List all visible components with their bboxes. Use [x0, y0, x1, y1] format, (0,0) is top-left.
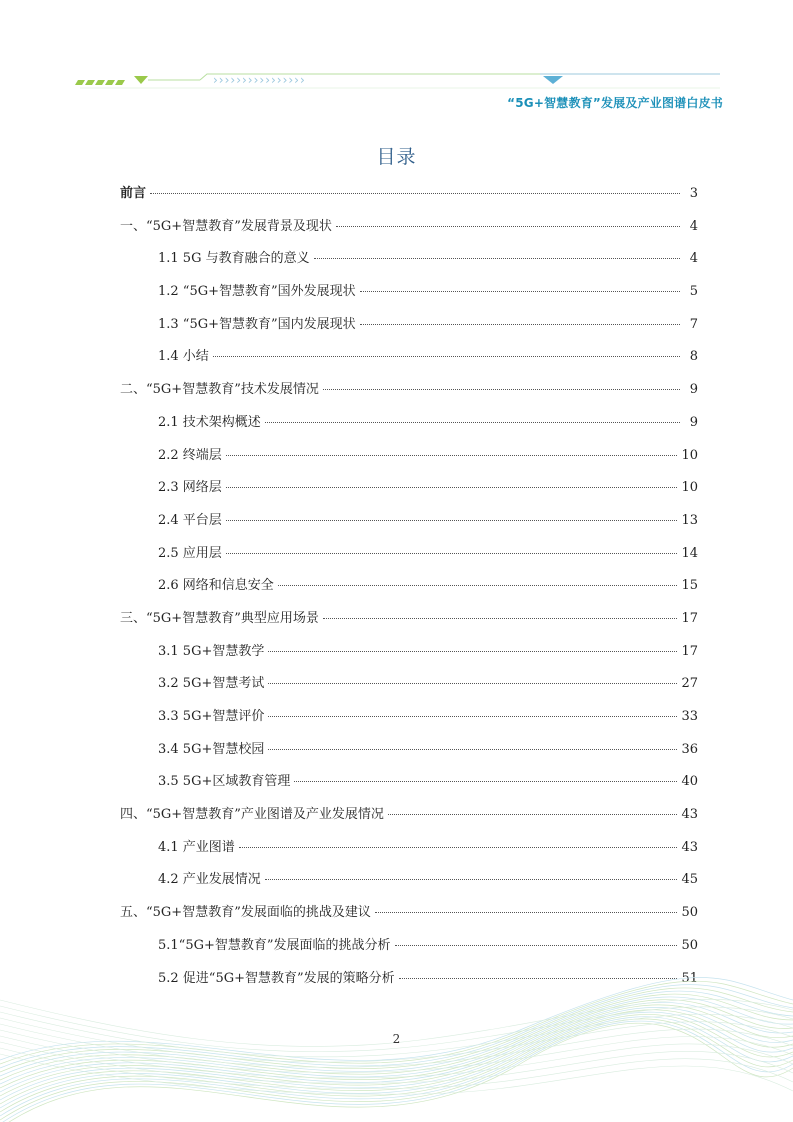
- toc-entry[interactable]: [120, 836, 698, 869]
- green-slash-marks: [75, 80, 125, 85]
- toc-entry-label: 3.3 5G+智慧评价: [158, 709, 265, 724]
- toc-entry[interactable]: [120, 574, 698, 607]
- toc-leader-dots: [323, 618, 678, 619]
- toc-entry-label: 4.2 产业发展情况: [158, 872, 261, 888]
- toc-entry-page: 27: [681, 676, 698, 692]
- toc-entry-label: 2.6 网络和信息安全: [158, 578, 274, 594]
- header-title: “5G+智慧教育”发展及产业图谱白皮书: [507, 96, 723, 110]
- toc-entry-label: 2.4 平台层: [158, 512, 222, 528]
- toc-leader-dots: [278, 585, 678, 586]
- toc-entry-page: 45: [681, 872, 698, 888]
- toc-entry-label: 2.3 网络层: [158, 480, 222, 496]
- green-triangle-marker: [134, 76, 148, 84]
- toc-entry-page: 51: [681, 970, 698, 986]
- toc-entry-page: 17: [681, 643, 698, 659]
- toc-entry-label: 五、“5G+智慧教育”发展面临的挑战及建议: [120, 905, 371, 921]
- toc-leader-dots: [226, 487, 678, 488]
- toc-entry-page: 14: [681, 545, 698, 561]
- toc-entry-page: 10: [681, 447, 698, 463]
- toc-entry[interactable]: [120, 444, 698, 477]
- toc-entry-label: 1.3 “5G+智慧教育”国内发展现状: [158, 316, 356, 332]
- toc-entry[interactable]: [120, 672, 698, 705]
- toc-leader-dots: [268, 683, 677, 684]
- toc-entry-page: 40: [681, 774, 698, 790]
- toc-entry-label: 5.1“5G+智慧教育”发展面临的挑战分析: [158, 937, 391, 953]
- toc-entry-label: 一、“5G+智慧教育”发展背景及现状: [120, 218, 332, 234]
- toc-entry[interactable]: [120, 247, 698, 280]
- toc-entry[interactable]: [120, 705, 698, 738]
- toc-entry-page: 36: [681, 741, 698, 757]
- toc-entry-label: 3.5 5G+区域教育管理: [158, 774, 291, 790]
- toc-entry-page: 4: [689, 251, 698, 267]
- toc-leader-dots: [213, 356, 680, 357]
- toc-entry[interactable]: [120, 215, 698, 248]
- toc-entry-page: 17: [681, 610, 698, 626]
- toc-leader-dots: [360, 291, 680, 292]
- toc-entry[interactable]: [120, 345, 698, 378]
- toc-leader-dots: [323, 389, 680, 390]
- toc-entry-label: 1.1 5G 与教育融合的意义: [158, 251, 310, 267]
- toc-leader-dots: [150, 193, 680, 194]
- toc-leader-dots: [226, 455, 678, 456]
- toc-entry-page: 10: [681, 480, 698, 496]
- toc-entry[interactable]: [120, 411, 698, 444]
- toc-entry-label: 前言: [120, 186, 147, 201]
- toc-entry[interactable]: [120, 607, 698, 640]
- toc-entry-page: 8: [689, 349, 698, 365]
- blue-triangle-marker: [543, 76, 563, 84]
- toc-entry-page: 13: [681, 512, 698, 528]
- toc-leader-dots: [226, 520, 678, 521]
- toc-entry-label: 1.2 “5G+智慧教育”国外发展现状: [158, 284, 356, 300]
- toc-entry[interactable]: [120, 901, 698, 934]
- toc-entry[interactable]: [120, 280, 698, 313]
- wave-line: [0, 1002, 793, 1092]
- toc-entry[interactable]: [120, 803, 698, 836]
- toc-leader-dots: [268, 749, 677, 750]
- chevron-arrows: ››››››››››››››››: [213, 73, 306, 87]
- toc-entry[interactable]: [120, 476, 698, 509]
- toc-entry[interactable]: [120, 542, 698, 575]
- wave-line: [0, 978, 793, 1061]
- toc-entry-page: 3: [689, 186, 698, 201]
- toc-entry-label: 2.5 应用层: [158, 545, 222, 561]
- toc-entry[interactable]: [120, 378, 698, 411]
- toc-entry[interactable]: [120, 313, 698, 346]
- wave-line: [0, 1007, 793, 1100]
- wave-line: [0, 1010, 793, 1104]
- toc-entry[interactable]: [120, 868, 698, 901]
- toc-leader-dots: [314, 258, 680, 259]
- toc-leader-dots: [265, 422, 680, 423]
- toc-entry-label: 1.4 小结: [158, 349, 209, 365]
- toc-entry-label: 4.1 产业图谱: [158, 839, 235, 855]
- toc-title: 目录: [376, 146, 417, 168]
- header-decoration: [0, 0, 793, 100]
- toc-entry-page: 9: [689, 382, 698, 398]
- toc-entry-label: 三、“5G+智慧教育”典型应用场景: [120, 610, 319, 626]
- wave-line: [0, 1005, 793, 1096]
- toc-entry[interactable]: [120, 640, 698, 673]
- toc-leader-dots: [375, 912, 678, 913]
- toc-entry-label: 5.2 促进“5G+智慧教育”发展的策略分析: [158, 970, 395, 986]
- toc-entry-page: 4: [689, 218, 698, 234]
- toc-entry[interactable]: [120, 738, 698, 771]
- toc-entry[interactable]: [120, 182, 698, 215]
- toc-entry-page: 50: [681, 905, 698, 921]
- toc-entry-label: 3.1 5G+智慧教学: [158, 643, 265, 659]
- toc-leader-dots: [360, 324, 680, 325]
- toc-entry-page: 43: [681, 807, 698, 823]
- toc-entry-label: 二、“5G+智慧教育”技术发展情况: [120, 382, 319, 398]
- toc-entry[interactable]: [120, 770, 698, 803]
- background-wave-lines: [0, 930, 793, 1122]
- toc-entry-page: 7: [689, 316, 698, 332]
- page-number: 2: [392, 1032, 401, 1046]
- toc-entry[interactable]: [120, 509, 698, 542]
- toc-entry-page: 5: [689, 284, 698, 300]
- toc-entry-page: 50: [681, 937, 698, 953]
- toc-leader-dots: [265, 879, 678, 880]
- toc-leader-dots: [239, 847, 678, 848]
- table-of-contents: [120, 182, 698, 999]
- toc-leader-dots: [268, 716, 677, 717]
- toc-entry-page: 33: [681, 709, 698, 724]
- toc-leader-dots: [226, 553, 678, 554]
- toc-entry-label: 四、“5G+智慧教育”产业图谱及产业发展情况: [120, 807, 384, 823]
- toc-entry-label: 3.4 5G+智慧校园: [158, 741, 265, 757]
- toc-leader-dots: [388, 814, 678, 815]
- toc-entry-label: 2.1 技术架构概述: [158, 414, 261, 430]
- toc-entry-label: 3.2 5G+智慧考试: [158, 676, 265, 692]
- toc-entry-page: 9: [689, 414, 698, 430]
- toc-entry-label: 2.2 终端层: [158, 447, 222, 463]
- toc-leader-dots: [294, 781, 677, 782]
- toc-leader-dots: [336, 226, 680, 227]
- toc-entry-page: 43: [681, 839, 698, 855]
- toc-entry-page: 15: [681, 578, 698, 594]
- toc-leader-dots: [268, 651, 677, 652]
